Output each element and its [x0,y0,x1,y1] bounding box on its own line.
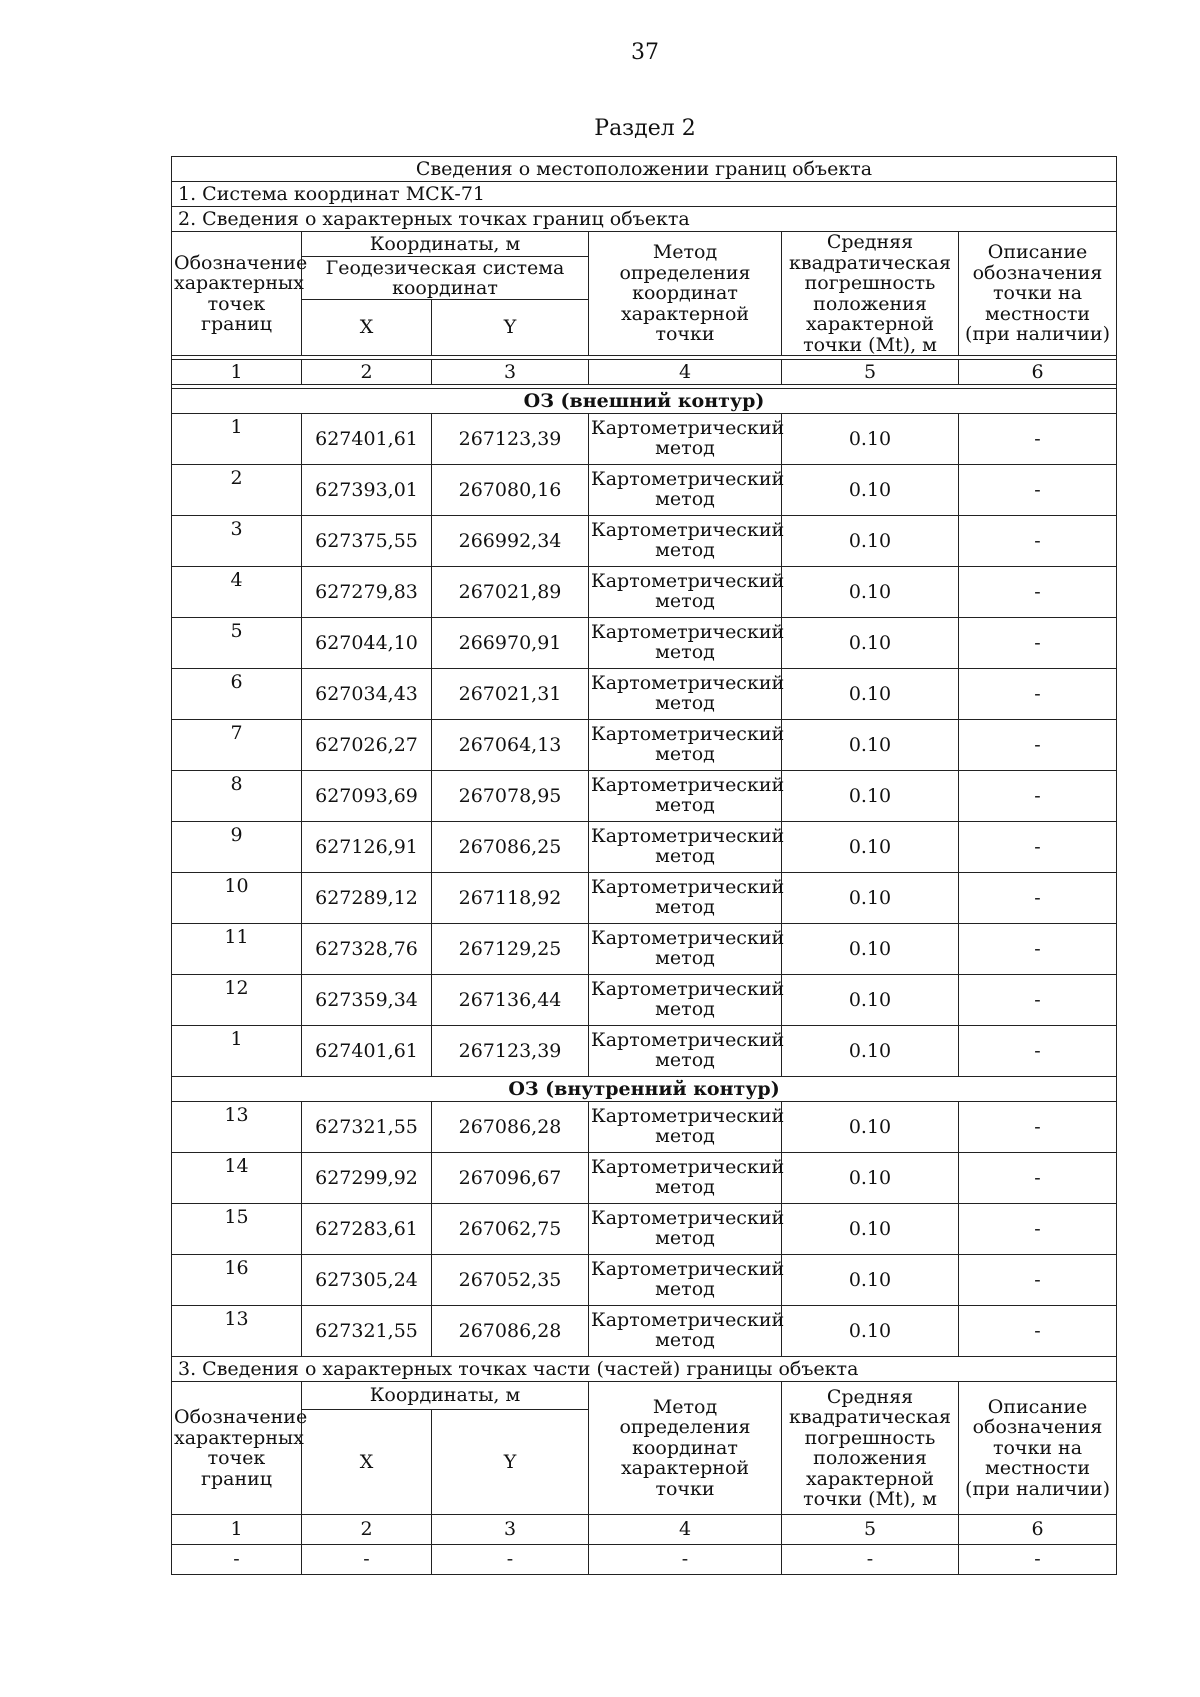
coord-x: 627375,55 [302,516,432,567]
description: - [959,414,1117,465]
error-mt: 0.10 [782,1306,959,1357]
method: Картометрический метод [589,1306,782,1357]
coord-y: 267123,39 [432,414,589,465]
description: - [959,1255,1117,1306]
error-mt: 0.10 [782,1026,959,1077]
table-row [172,975,1117,1026]
column-number: 4 [589,360,782,385]
boundary-table [171,156,1117,1575]
point-number: 8 [172,771,302,822]
error-mt: 0.10 [782,720,959,771]
method: Картометрический метод [589,1026,782,1077]
coord-y: 267086,28 [432,1306,589,1357]
method: Картометрический метод [589,924,782,975]
point-number: 11 [172,924,302,975]
coord-x: 627299,92 [302,1153,432,1204]
description: - [959,822,1117,873]
table-row [172,669,1117,720]
coord-y: 267021,89 [432,567,589,618]
point-number: 2 [172,465,302,516]
error-mt: 0.10 [782,1255,959,1306]
description: - [959,771,1117,822]
coordinate-system: 1. Система координат МСК-71 [172,182,1117,207]
method: Картометрический метод [589,720,782,771]
column-number: 6 [959,1515,1117,1545]
method: Картометрический метод [589,465,782,516]
method: Картометрический метод [589,1102,782,1153]
coord-y: 267118,92 [432,873,589,924]
header-geodetic-system: Геодезическая система координат [302,257,589,300]
method: Картометрический метод [589,1204,782,1255]
table-row [172,1306,1117,1357]
error-mt: 0.10 [782,924,959,975]
description: - [959,1102,1117,1153]
coord-x: 627044,10 [302,618,432,669]
coord-y: 267062,75 [432,1204,589,1255]
method: Картометрический метод [589,822,782,873]
method: Картометрический метод [589,414,782,465]
coord-x: 627279,83 [302,567,432,618]
coord-y: 267129,25 [432,924,589,975]
description: - [959,465,1117,516]
description: - [959,1026,1117,1077]
page-number: 37 [631,40,659,65]
point-number: 10 [172,873,302,924]
parts-header-point-designation: Обозначение характерных точек границ [172,1382,302,1515]
parts-heading: 3. Сведения о характерных точках части (частей) границы объекта [172,1357,1117,1382]
point-number: 1 [172,414,302,465]
section-title: Раздел 2 [594,116,696,141]
coord-x: 627305,24 [302,1255,432,1306]
contour-title-outer: ОЗ (внешний контур) [172,389,1117,414]
column-number: 1 [172,1515,302,1545]
coord-x: 627093,69 [302,771,432,822]
method: Картометрический метод [589,771,782,822]
coord-y: 266992,34 [432,516,589,567]
coord-y: 267052,35 [432,1255,589,1306]
point-number: 6 [172,669,302,720]
coord-y: 267086,25 [432,822,589,873]
coord-x: 627283,61 [302,1204,432,1255]
parts-column-numbers-row [172,1515,1117,1545]
point-number: 4 [172,567,302,618]
point-number: 13 [172,1306,302,1357]
parts-header-x: X [302,1410,432,1515]
points-heading: 2. Сведения о характерных точках границ объекта [172,207,1117,232]
point-number: 5 [172,618,302,669]
coord-y: 267021,31 [432,669,589,720]
method: Картометрический метод [589,618,782,669]
table-row [172,771,1117,822]
description: - [959,669,1117,720]
coord-x: 627393,01 [302,465,432,516]
point-number: 12 [172,975,302,1026]
description: - [959,618,1117,669]
header-method: Метод определения координат характерной точки [589,232,782,356]
point-number: 3 [172,516,302,567]
table-row [172,924,1117,975]
header-description: Описание обозначения точки на местности (при наличии) [959,232,1117,356]
table-title: Сведения о местоположении границ объекта [172,157,1117,182]
point-number: 14 [172,1153,302,1204]
table-row [172,567,1117,618]
table-row [172,516,1117,567]
table-row [172,414,1117,465]
description: - [959,1306,1117,1357]
column-number: 6 [959,360,1117,385]
column-number: 4 [589,1515,782,1545]
parts-table-row [172,1545,1117,1575]
column-number: 3 [432,1515,589,1545]
method: Картометрический метод [589,567,782,618]
table-row [172,1204,1117,1255]
coord-y: 267096,67 [432,1153,589,1204]
method: Картометрический метод [589,669,782,720]
error-mt: 0.10 [782,822,959,873]
header-point-designation: Обозначение характерных точек границ [172,232,302,356]
error-mt: 0.10 [782,1153,959,1204]
header-y: Y [432,300,589,356]
point-number: 1 [172,1026,302,1077]
description: - [959,873,1117,924]
method: Картометрический метод [589,975,782,1026]
table-row [172,1255,1117,1306]
coord-x: 627026,27 [302,720,432,771]
parts-header-method: Метод определения координат характерной точки [589,1382,782,1515]
table-row [172,1102,1117,1153]
error-mt: 0.10 [782,1102,959,1153]
contour-title-inner: ОЗ (внутренний контур) [172,1077,1117,1102]
method: Картометрический метод [589,873,782,924]
coord-x: 627289,12 [302,873,432,924]
coord-x: 627321,55 [302,1306,432,1357]
coord-x: 627321,55 [302,1102,432,1153]
header-error: Средняя квадратическая погрешность положения характерной точки (Mt), м [782,232,959,356]
description: - [959,1204,1117,1255]
table-row [172,1153,1117,1204]
description: - [959,924,1117,975]
parts-cell: - [432,1545,589,1575]
column-number: 1 [172,360,302,385]
column-number: 2 [302,1515,432,1545]
table-row [172,720,1117,771]
parts-header-error: Средняя квадратическая погрешность положения характерной точки (Mt), м [782,1382,959,1515]
coord-y: 267123,39 [432,1026,589,1077]
column-number: 3 [432,360,589,385]
coord-y: 267078,95 [432,771,589,822]
description: - [959,567,1117,618]
error-mt: 0.10 [782,669,959,720]
method: Картометрический метод [589,516,782,567]
error-mt: 0.10 [782,567,959,618]
point-number: 7 [172,720,302,771]
description: - [959,1153,1117,1204]
error-mt: 0.10 [782,516,959,567]
column-number: 5 [782,360,959,385]
column-number: 5 [782,1515,959,1545]
header-coordinates: Координаты, м [302,232,589,257]
column-numbers-row [172,360,1117,385]
table-row [172,822,1117,873]
method: Картометрический метод [589,1255,782,1306]
table-row [172,873,1117,924]
parts-cell: - [589,1545,782,1575]
parts-cell: - [302,1545,432,1575]
column-number: 2 [302,360,432,385]
coord-y: 267136,44 [432,975,589,1026]
coord-x: 627034,43 [302,669,432,720]
coord-y: 267086,28 [432,1102,589,1153]
parts-header-y: Y [432,1410,589,1515]
error-mt: 0.10 [782,771,959,822]
coord-x: 627401,61 [302,1026,432,1077]
coord-x: 627328,76 [302,924,432,975]
point-number: 15 [172,1204,302,1255]
description: - [959,975,1117,1026]
coord-x: 627126,91 [302,822,432,873]
parts-header-description: Описание обозначения точки на местности (при наличии) [959,1382,1117,1515]
error-mt: 0.10 [782,618,959,669]
point-number: 13 [172,1102,302,1153]
coord-y: 267080,16 [432,465,589,516]
header-x: X [302,300,432,356]
coord-x: 627359,34 [302,975,432,1026]
parts-header-coordinates: Координаты, м [302,1382,589,1410]
point-number: 16 [172,1255,302,1306]
table-row [172,1026,1117,1077]
method: Картометрический метод [589,1153,782,1204]
error-mt: 0.10 [782,1204,959,1255]
error-mt: 0.10 [782,975,959,1026]
description: - [959,720,1117,771]
error-mt: 0.10 [782,414,959,465]
coord-y: 266970,91 [432,618,589,669]
point-number: 9 [172,822,302,873]
table-row [172,618,1117,669]
coord-y: 267064,13 [432,720,589,771]
description: - [959,516,1117,567]
error-mt: 0.10 [782,465,959,516]
error-mt: 0.10 [782,873,959,924]
coord-x: 627401,61 [302,414,432,465]
parts-cell: - [172,1545,302,1575]
parts-cell: - [959,1545,1117,1575]
table-row [172,465,1117,516]
parts-cell: - [782,1545,959,1575]
